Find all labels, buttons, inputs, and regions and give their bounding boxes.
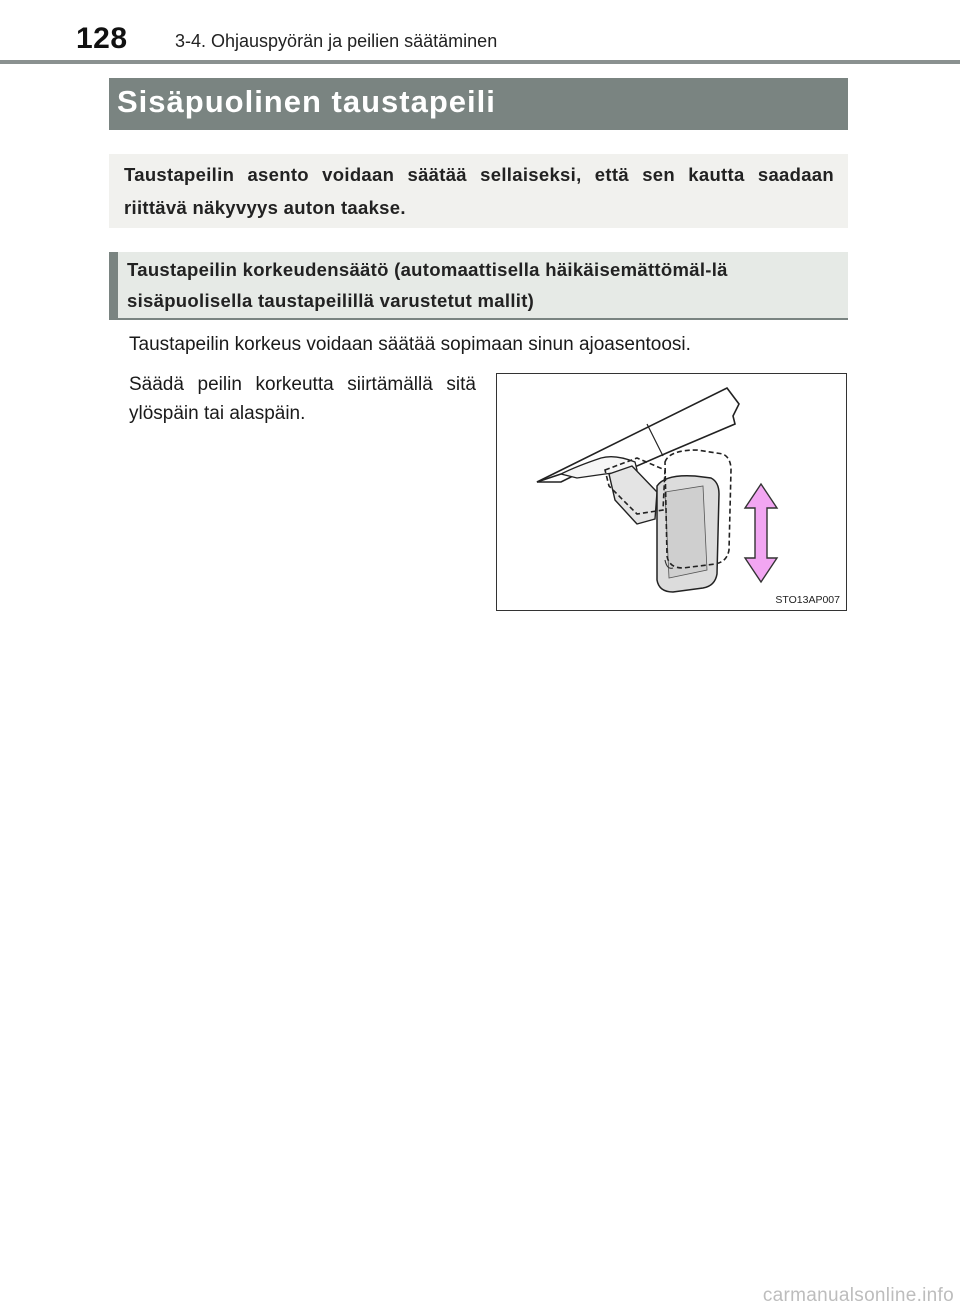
section-title: Sisäpuolinen taustapeili bbox=[117, 84, 496, 119]
illustration-code: STO13AP007 bbox=[775, 594, 840, 606]
chapter-title: 3-4. Ohjauspyörän ja peilien säätäminen bbox=[175, 31, 498, 51]
mirror-illustration bbox=[496, 373, 847, 611]
intro-text: Taustapeilin asento voidaan säätää sellaiseksi, että sen kautta saadaan riittävä näkyvyys auton taakse. bbox=[124, 164, 834, 218]
up-down-arrow-icon bbox=[745, 484, 777, 582]
mirror-stem bbox=[609, 466, 657, 524]
header-rule bbox=[0, 60, 960, 64]
subsection-accent bbox=[109, 252, 118, 318]
roof-panel-outline bbox=[537, 388, 739, 482]
section-title-bar bbox=[109, 78, 848, 130]
intro-box bbox=[109, 154, 848, 228]
rearview-mirror-height-adjustment-illustration bbox=[497, 374, 845, 609]
body-paragraph-adjust: Säädä peilin korkeutta siirtämällä sitä ylöspäin tai alaspäin. bbox=[129, 374, 476, 424]
subsection-box bbox=[109, 252, 848, 320]
footer-watermark: carmanualsonline.info bbox=[762, 1285, 954, 1306]
page-number: 128 bbox=[76, 22, 128, 55]
subsection-title: Taustapeilin korkeudensäätö (automaattisella häikäisemättömäl-lä sisäpuolisella taustapeilillä varustetut mallit) bbox=[127, 259, 728, 311]
body-paragraph-height: Taustapeilin korkeus voidaan säätää sopimaan sinun ajoasentoosi. bbox=[129, 334, 691, 355]
